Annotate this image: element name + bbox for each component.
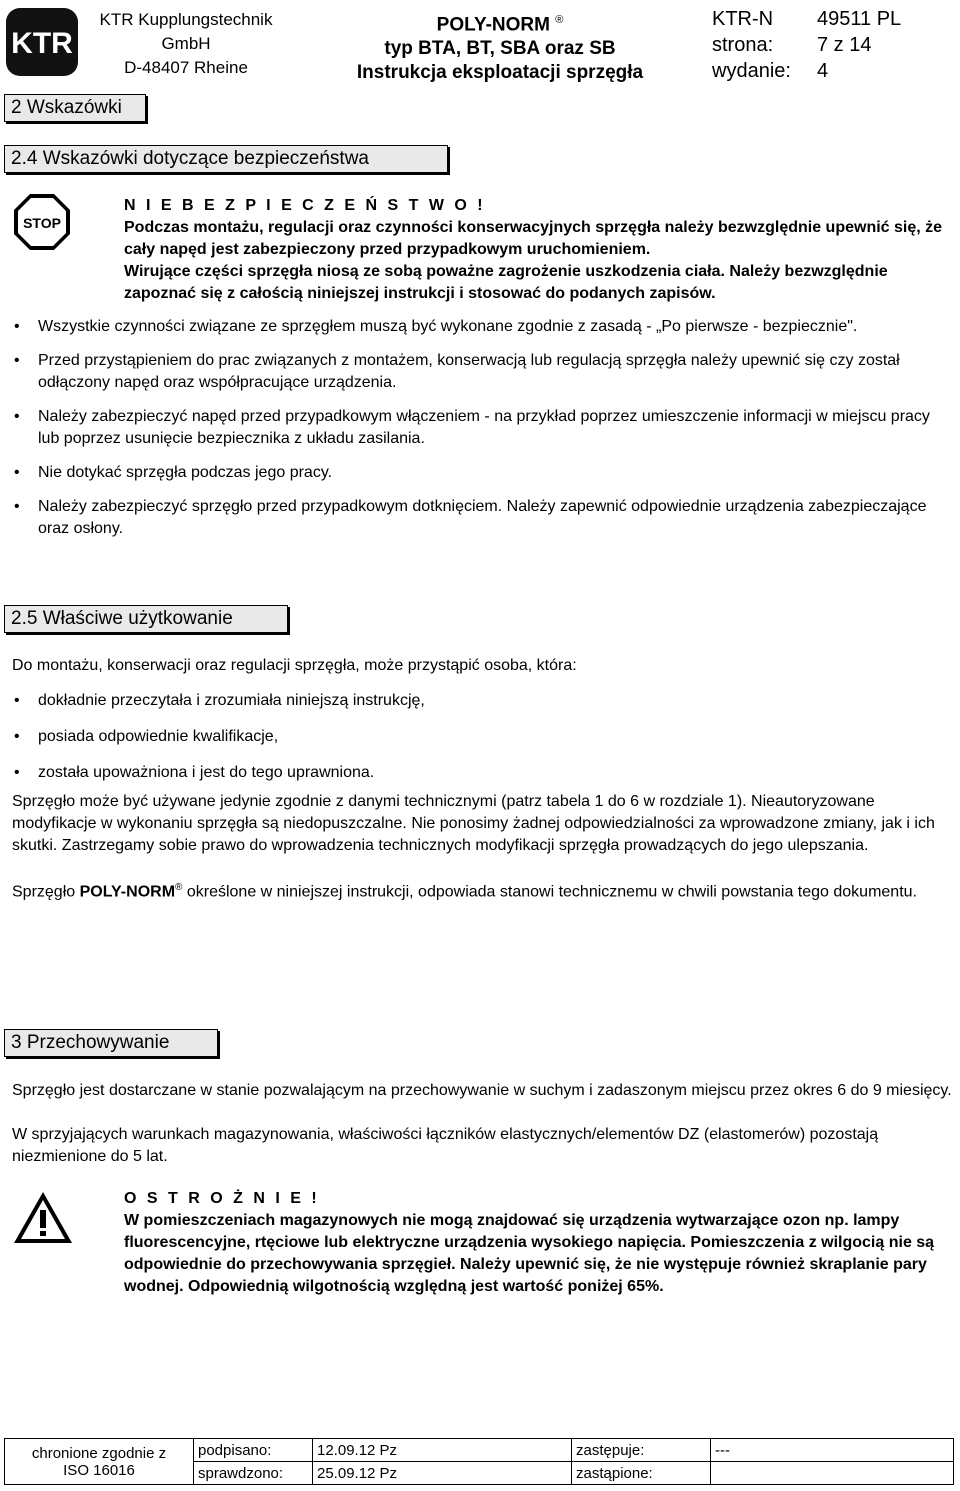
checked-value: 25.09.12 Pz (313, 1462, 572, 1485)
list-item: • Przed przystąpieniem do prac związanych z montażem, konserwacją lub regulacją sprzęgła należy upewnić się czy został odłączony napęd oraz współpracujące urządzenia. (14, 350, 949, 394)
replaced-by-value (711, 1462, 954, 1485)
list-item: • Należy zabezpieczyć sprzęgło przed przypadkowym dotknięciem. Należy zapewnić odpowiednie urządzenia zabezpieczające oraz osłony. (14, 496, 949, 540)
storage-paragraph-2: W sprzyjających warunkach magazynowania, właściwości łączników elastycznych/elementów DZ (elastomerów) pozostają niezmienione do 5 lat. (12, 1126, 879, 1165)
page-label: strona: (712, 34, 774, 56)
checked-label: sprawdzono: (194, 1462, 313, 1485)
company-name: KTR Kupplungstechnik (99, 10, 273, 29)
storage-paragraph-1: Sprzęgło jest dostarczane w stanie pozwalającym na przechowywanie w suchym i zadaszonym miejscu przez okres 6 do 9 miesięcy. (12, 1082, 952, 1099)
doc-id-label: KTR-N (712, 8, 774, 30)
product-name: POLY-NORM (436, 14, 550, 36)
replaces-label: zastępuje: (572, 1439, 711, 1462)
product-block (300, 8, 700, 85)
caution-text: W pomieszczeniach magazynowych nie mogą znajdować się urządzenia wytwarzające ozon np. lampy fluorescencyjne, rtęciowe lub elektryczne urządzenia wysokiego napięcia. Pomieszczenia z wilgocią nie są odpowiednie do przechowywania sprzęgieł. Należy upewnić się, że nie występuje również skraplanie pary wodnej. Odpowiednią wilgotnością względną jest wartość poniżej 65%. (124, 1212, 935, 1295)
edition-value: 4 (817, 60, 829, 82)
svg-text:STOP: STOP (23, 215, 61, 231)
edition-label: wydanie: (712, 60, 791, 82)
list-item: • Nie dotykać sprzęgła podczas jego pracy. (14, 462, 949, 484)
brand-name: POLY-NORM (79, 883, 176, 901)
list-item: • Należy zabezpieczyć napęd przed przypadkowym włączeniem - na przykład poprzez umieszczenie informacji w miejscu pracy lub poprzez usunięcie bezpiecznika z układu zasilania. (14, 406, 949, 450)
list-item: • dokładnie przeczytała i zrozumiała niniejszą instrukcję, (14, 690, 949, 712)
stop-sign-icon (12, 192, 72, 252)
registered-mark: ® (175, 882, 183, 893)
danger-text-1: Podczas montażu, regulacji oraz czynności konserwacyjnych sprzęgła należy bezwzględnie upewnić się, że cały napęd jest zabezpieczony przed przypadkowym uruchomieniem. (124, 219, 943, 258)
usage-paragraph-2-prefix: Sprzęgło (12, 883, 80, 901)
section-2-5-title: 2.5 Właściwe użytkowanie (4, 605, 288, 633)
protection-line-2: ISO 16016 (63, 1461, 135, 1479)
section-2-title: 2 Wskazówki (4, 94, 146, 122)
product-types: typ BTA, BT, SBA oraz SB (384, 38, 616, 60)
section-3-title: 3 Przechowywanie (4, 1029, 218, 1057)
company-address: D-48407 Rheine (124, 58, 248, 77)
caution-heading: O S T R O Ż N I E ! (124, 1190, 320, 1207)
section-2-4-title: 2.4 Wskazówki dotyczące bezpieczeństwa (4, 145, 448, 173)
warning-triangle-icon (12, 1190, 74, 1246)
caution-notice (124, 1188, 954, 1298)
company-form: GmbH (161, 34, 211, 53)
replaces-value: --- (711, 1439, 954, 1462)
signed-value: 12.09.12 Pz (313, 1439, 572, 1462)
usage-paragraph-2 (12, 877, 952, 903)
danger-text-2: Wirujące części sprzęgła niosą ze sobą poważne zagrożenie uszkodzenia ciała. Należy bezwzględnie zapoznać się z całością niniejszej instrukcji i stosować do podanych zapisów. (124, 263, 888, 302)
usage-paragraph-1: Sprzęgło może być używane jedynie zgodnie z danymi technicznymi (patrz tabela 1 do 6 w rozdziale 1). Nieautoryzowane modyfikacje w wykonaniu sprzęgła są niedopuszczalne. Nie ponosimy żadnej odpowiedzialności za wprowadzone zmiany, jak i ich skutki. Zastrzegamy sobie prawo do wprowadzenia technicznych modyfikacji sprzęgła prowadzących do jego ulepszania. (12, 793, 935, 854)
replaced-by-label: zastąpione: (572, 1462, 711, 1485)
list-item: • Wszystkie czynności związane ze sprzęgłem muszą być wykonane zgodnie z zasadą - „Po pierwsze - bezpiecznie". (14, 316, 949, 338)
danger-heading: N I E B E Z P I E C Z E Ń S T W O ! (124, 197, 486, 214)
usage-paragraph-2-suffix: określone w niniejszej instrukcji, odpowiada stanowi technicznemu w chwili powstania tego dokumentu. (182, 883, 917, 901)
doc-id-value: 49511 PL (817, 8, 902, 30)
signed-label: podpisano: (194, 1439, 313, 1462)
doc-meta (712, 6, 952, 84)
company-block (86, 8, 286, 80)
doc-title: Instrukcja eksploatacji sprzęgła (356, 62, 644, 84)
usage-intro: Do montażu, konserwacji oraz regulacji sprzęgła, może przystąpić osoba, która: (12, 657, 577, 674)
list-item: • została upoważniona i jest do tego uprawniona. (14, 762, 949, 784)
ktr-logo-icon (4, 6, 80, 78)
registered-mark: ® (555, 14, 564, 26)
svg-text:KTR: KTR (11, 27, 73, 60)
protection-note (5, 1439, 194, 1485)
list-item: • posiada odpowiednie kwalifikacje, (14, 726, 949, 748)
danger-notice (124, 195, 954, 305)
protection-line-1: chronione zgodnie z (31, 1444, 167, 1462)
safety-bullet-list (14, 316, 949, 540)
document-footer (0, 1438, 960, 1488)
document-header (0, 0, 960, 86)
page-value: 7 z 14 (817, 34, 872, 56)
usage-bullet-list (14, 690, 949, 784)
